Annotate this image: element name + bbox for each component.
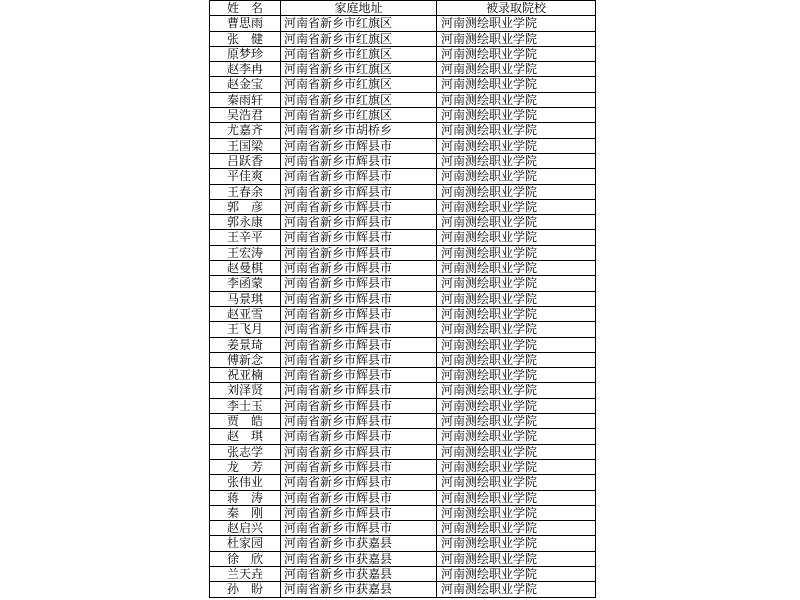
cell-school[interactable]: 河南测绘职业学院 xyxy=(437,398,596,413)
cell-name[interactable]: 王辛平 xyxy=(210,230,281,245)
cell-name[interactable]: 张 健 xyxy=(210,31,281,46)
cell-school[interactable]: 河南测绘职业学院 xyxy=(437,276,596,291)
cell-school[interactable]: 河南测绘职业学院 xyxy=(437,62,596,77)
cell-name[interactable]: 曹思雨 xyxy=(210,16,281,31)
cell-address[interactable]: 河南省新乡市红旗区 xyxy=(281,92,437,107)
cell-name[interactable]: 贾 皓 xyxy=(210,414,281,429)
cell-name[interactable]: 王国梁 xyxy=(210,138,281,153)
cell-school[interactable]: 河南测绘职业学院 xyxy=(437,536,596,551)
cell-name[interactable]: 张志学 xyxy=(210,444,281,459)
table-row xyxy=(210,31,596,46)
cell-name[interactable]: 吕跃香 xyxy=(210,153,281,168)
cell-address[interactable]: 河南省新乡市辉县市 xyxy=(281,414,437,429)
cell-school[interactable]: 河南测绘职业学院 xyxy=(437,199,596,214)
table-row xyxy=(210,215,596,230)
table-row xyxy=(210,337,596,352)
table-row xyxy=(210,551,596,566)
table-row xyxy=(210,138,596,153)
cell-address[interactable]: 河南省新乡市辉县市 xyxy=(281,490,437,505)
cell-school[interactable]: 河南测绘职业学院 xyxy=(437,184,596,199)
cell-school[interactable]: 河南测绘职业学院 xyxy=(437,261,596,276)
cell-school[interactable]: 河南测绘职业学院 xyxy=(437,582,596,597)
table-row xyxy=(210,505,596,520)
cell-school[interactable]: 河南测绘职业学院 xyxy=(437,521,596,536)
cell-address[interactable]: 河南省新乡市辉县市 xyxy=(281,199,437,214)
table-row xyxy=(210,490,596,505)
cell-address[interactable]: 河南省新乡市辉县市 xyxy=(281,276,437,291)
cell-name[interactable]: 杜家园 xyxy=(210,536,281,551)
cell-school[interactable]: 河南测绘职业学院 xyxy=(437,368,596,383)
cell-name[interactable]: 赵金宝 xyxy=(210,77,281,92)
cell-school[interactable]: 河南测绘职业学院 xyxy=(437,352,596,367)
cell-school[interactable]: 河南测绘职业学院 xyxy=(437,291,596,306)
cell-name[interactable]: 张伟业 xyxy=(210,475,281,490)
table-row xyxy=(210,62,596,77)
cell-school[interactable]: 河南测绘职业学院 xyxy=(437,77,596,92)
table-row xyxy=(210,92,596,107)
cell-name[interactable]: 祝亚楠 xyxy=(210,368,281,383)
cell-school[interactable]: 河南测绘职业学院 xyxy=(437,475,596,490)
cell-address[interactable]: 河南省新乡市辉县市 xyxy=(281,153,437,168)
table-row xyxy=(210,459,596,474)
cell-address[interactable]: 河南省新乡市红旗区 xyxy=(281,77,437,92)
table-row xyxy=(210,16,596,31)
cell-school[interactable]: 河南测绘职业学院 xyxy=(437,505,596,520)
cell-address[interactable]: 河南省新乡市辉县市 xyxy=(281,505,437,520)
cell-school[interactable]: 河南测绘职业学院 xyxy=(437,108,596,123)
cell-name[interactable]: 郭永康 xyxy=(210,215,281,230)
cell-address[interactable]: 河南省新乡市辉县市 xyxy=(281,352,437,367)
cell-address[interactable]: 河南省新乡市红旗区 xyxy=(281,62,437,77)
cell-school[interactable]: 河南测绘职业学院 xyxy=(437,444,596,459)
cell-address[interactable]: 河南省新乡市辉县市 xyxy=(281,306,437,321)
table-row xyxy=(210,352,596,367)
cell-name[interactable]: 兰天垚 xyxy=(210,566,281,581)
cell-address[interactable]: 河南省新乡市辉县市 xyxy=(281,184,437,199)
cell-school[interactable]: 河南测绘职业学院 xyxy=(437,16,596,31)
cell-name[interactable]: 傅新念 xyxy=(210,352,281,367)
cell-name[interactable]: 吴浩君 xyxy=(210,108,281,123)
cell-address[interactable]: 河南省新乡市辉县市 xyxy=(281,429,437,444)
cell-school[interactable]: 河南测绘职业学院 xyxy=(437,337,596,352)
cell-address[interactable]: 河南省新乡市辉县市 xyxy=(281,169,437,184)
cell-school[interactable]: 河南测绘职业学院 xyxy=(437,414,596,429)
cell-address[interactable]: 河南省新乡市辉县市 xyxy=(281,383,437,398)
cell-school[interactable]: 河南测绘职业学院 xyxy=(437,566,596,581)
cell-address[interactable]: 河南省新乡市辉县市 xyxy=(281,322,437,337)
cell-school[interactable]: 河南测绘职业学院 xyxy=(437,230,596,245)
cell-name[interactable]: 赵曼棋 xyxy=(210,261,281,276)
cell-address[interactable]: 河南省新乡市获嘉县 xyxy=(281,536,437,551)
header-school[interactable]: 被录取院校 xyxy=(437,1,596,16)
table-row xyxy=(210,429,596,444)
table-row xyxy=(210,199,596,214)
cell-name[interactable]: 秦 刚 xyxy=(210,505,281,520)
cell-name[interactable]: 孙 盼 xyxy=(210,582,281,597)
table-row xyxy=(210,368,596,383)
table-row xyxy=(210,582,596,597)
table-row xyxy=(210,261,596,276)
cell-address[interactable]: 河南省新乡市获嘉县 xyxy=(281,582,437,597)
cell-address[interactable]: 河南省新乡市辉县市 xyxy=(281,215,437,230)
cell-name[interactable]: 赵亚雪 xyxy=(210,306,281,321)
cell-school[interactable]: 河南测绘职业学院 xyxy=(437,490,596,505)
table-row xyxy=(210,383,596,398)
cell-address[interactable]: 河南省新乡市辉县市 xyxy=(281,459,437,474)
table-row xyxy=(210,123,596,138)
table-row xyxy=(210,536,596,551)
cell-address[interactable]: 河南省新乡市辉县市 xyxy=(281,337,437,352)
cell-address[interactable]: 河南省新乡市胡桥乡 xyxy=(281,123,437,138)
admission-table xyxy=(209,0,596,598)
table-row xyxy=(210,414,596,429)
cell-address[interactable]: 河南省新乡市辉县市 xyxy=(281,261,437,276)
cell-address[interactable]: 河南省新乡市辉县市 xyxy=(281,230,437,245)
cell-address[interactable]: 河南省新乡市红旗区 xyxy=(281,46,437,61)
cell-name[interactable]: 蒋 涛 xyxy=(210,490,281,505)
cell-address[interactable]: 河南省新乡市辉县市 xyxy=(281,521,437,536)
cell-name[interactable]: 赵启兴 xyxy=(210,521,281,536)
table-row xyxy=(210,108,596,123)
table-row xyxy=(210,521,596,536)
cell-name[interactable]: 郭 彦 xyxy=(210,199,281,214)
cell-school[interactable]: 河南测绘职业学院 xyxy=(437,31,596,46)
cell-name[interactable]: 姜景琦 xyxy=(210,337,281,352)
cell-school[interactable]: 河南测绘职业学院 xyxy=(437,92,596,107)
cell-school[interactable]: 河南测绘职业学院 xyxy=(437,322,596,337)
table-row xyxy=(210,475,596,490)
spreadsheet-sheet xyxy=(209,0,596,598)
table-row xyxy=(210,169,596,184)
cell-address[interactable]: 河南省新乡市获嘉县 xyxy=(281,551,437,566)
cell-address[interactable]: 河南省新乡市红旗区 xyxy=(281,16,437,31)
cell-name[interactable]: 李士玉 xyxy=(210,398,281,413)
cell-name[interactable]: 秦雨轩 xyxy=(210,92,281,107)
table-row xyxy=(210,230,596,245)
cell-name[interactable]: 赵 琪 xyxy=(210,429,281,444)
cell-school[interactable]: 河南测绘职业学院 xyxy=(437,306,596,321)
table-row xyxy=(210,291,596,306)
cell-school[interactable]: 河南测绘职业学院 xyxy=(437,123,596,138)
cell-address[interactable]: 河南省新乡市辉县市 xyxy=(281,444,437,459)
cell-address[interactable]: 河南省新乡市辉县市 xyxy=(281,291,437,306)
cell-name[interactable]: 尤嘉齐 xyxy=(210,123,281,138)
cell-school[interactable]: 河南测绘职业学院 xyxy=(437,46,596,61)
cell-school[interactable]: 河南测绘职业学院 xyxy=(437,551,596,566)
table-row xyxy=(210,276,596,291)
table-row xyxy=(210,444,596,459)
cell-name[interactable]: 原梦珍 xyxy=(210,46,281,61)
cell-address[interactable]: 河南省新乡市辉县市 xyxy=(281,368,437,383)
header-address[interactable]: 家庭地址 xyxy=(281,1,437,16)
header-row xyxy=(210,1,596,16)
cell-school[interactable]: 河南测绘职业学院 xyxy=(437,459,596,474)
table-row xyxy=(210,398,596,413)
cell-school[interactable]: 河南测绘职业学院 xyxy=(437,215,596,230)
table-row xyxy=(210,566,596,581)
cell-name[interactable]: 赵李冉 xyxy=(210,62,281,77)
cell-name[interactable]: 刘泽贤 xyxy=(210,383,281,398)
table-row xyxy=(210,306,596,321)
table-row xyxy=(210,46,596,61)
cell-name[interactable]: 王飞月 xyxy=(210,322,281,337)
cell-school[interactable]: 河南测绘职业学院 xyxy=(437,153,596,168)
cell-address[interactable]: 河南省新乡市红旗区 xyxy=(281,31,437,46)
cell-name[interactable]: 平佳爽 xyxy=(210,169,281,184)
table-row xyxy=(210,77,596,92)
cell-name[interactable]: 龙 芳 xyxy=(210,459,281,474)
table-row xyxy=(210,184,596,199)
cell-name[interactable]: 李函蒙 xyxy=(210,276,281,291)
table-row xyxy=(210,153,596,168)
cell-school[interactable]: 河南测绘职业学院 xyxy=(437,169,596,184)
cell-address[interactable]: 河南省新乡市辉县市 xyxy=(281,398,437,413)
cell-address[interactable]: 河南省新乡市辉县市 xyxy=(281,475,437,490)
cell-school[interactable]: 河南测绘职业学院 xyxy=(437,138,596,153)
cell-address[interactable]: 河南省新乡市获嘉县 xyxy=(281,566,437,581)
cell-school[interactable]: 河南测绘职业学院 xyxy=(437,245,596,260)
header-name[interactable]: 姓 名 xyxy=(210,1,281,16)
cell-address[interactable]: 河南省新乡市红旗区 xyxy=(281,108,437,123)
cell-name[interactable]: 马景琪 xyxy=(210,291,281,306)
cell-school[interactable]: 河南测绘职业学院 xyxy=(437,383,596,398)
cell-name[interactable]: 王宏涛 xyxy=(210,245,281,260)
cell-address[interactable]: 河南省新乡市辉县市 xyxy=(281,138,437,153)
cell-school[interactable]: 河南测绘职业学院 xyxy=(437,429,596,444)
cell-name[interactable]: 王春余 xyxy=(210,184,281,199)
cell-name[interactable]: 徐 欣 xyxy=(210,551,281,566)
cell-address[interactable]: 河南省新乡市辉县市 xyxy=(281,245,437,260)
table-row xyxy=(210,322,596,337)
table-body xyxy=(210,16,596,597)
table-row xyxy=(210,245,596,260)
